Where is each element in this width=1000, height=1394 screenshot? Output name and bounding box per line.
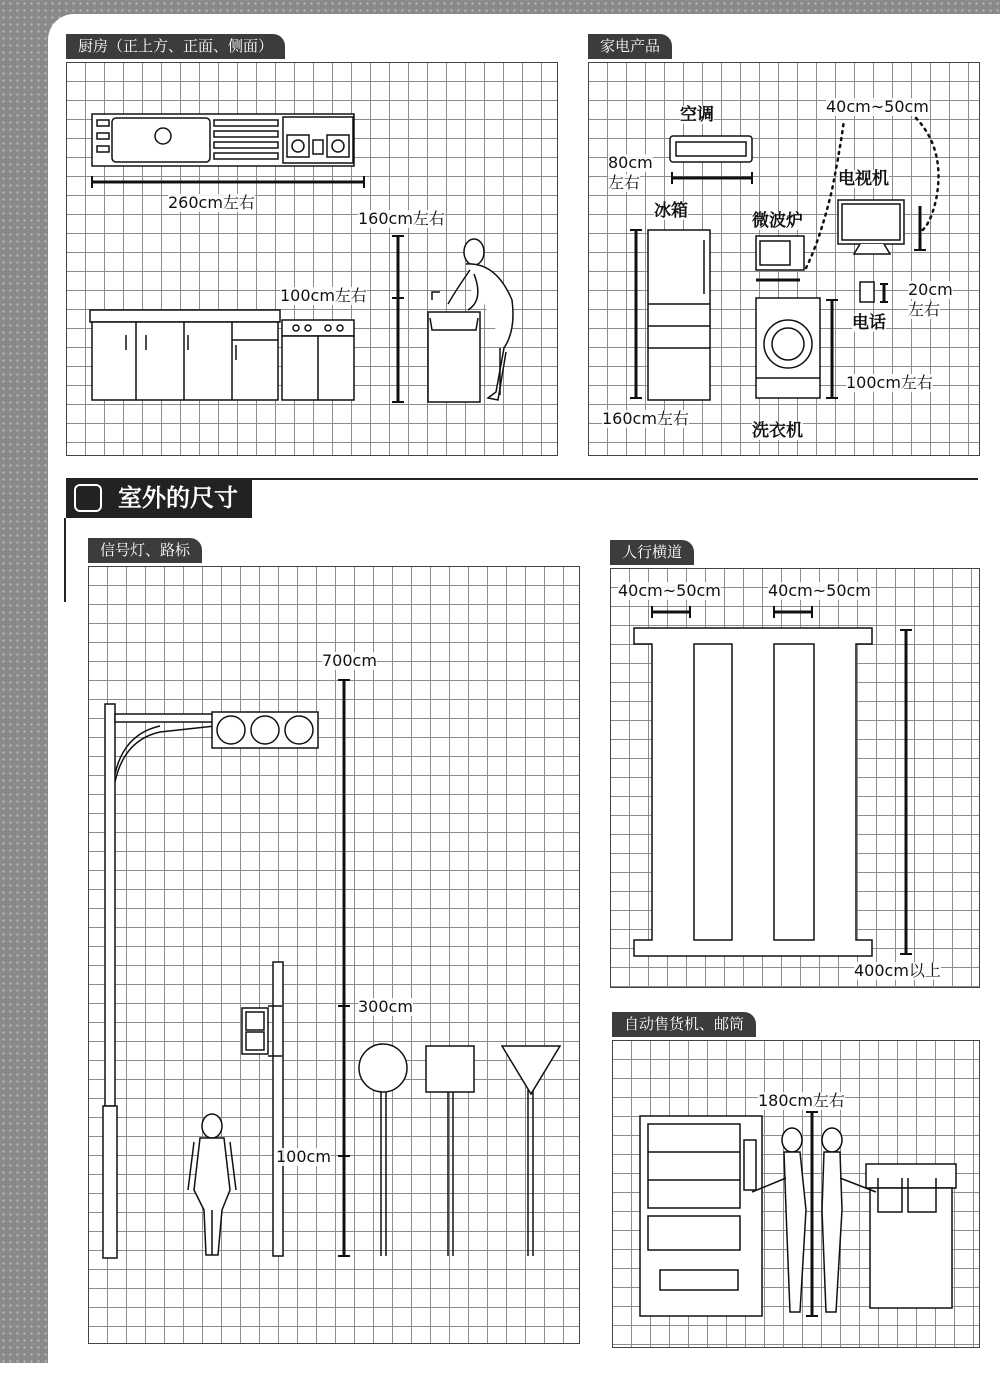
crosswalk-length-label: 400cm以上: [854, 961, 941, 980]
washer-height-label: 100cm左右: [846, 373, 933, 392]
washer-name-label: 洗衣机: [752, 421, 803, 441]
section-title-text: 室外的尺寸: [118, 484, 238, 512]
fridge-name-label: 冰箱: [654, 201, 688, 221]
signals-tab: 信号灯、路标: [88, 538, 202, 563]
ac-width-approx-label: 左右: [608, 173, 641, 192]
kitchen-tab: 厨房（正上方、正面、侧面）: [66, 34, 285, 59]
vending-tab: 自动售货机、邮筒: [612, 1012, 756, 1037]
reach-range-label: 40cm~50cm: [826, 97, 929, 116]
signal-height-700-label: 700cm: [322, 651, 377, 670]
microwave-name-label: 微波炉: [752, 211, 803, 231]
kitchen-width-label: 260cm左右: [168, 193, 255, 212]
crosswalk-stripe-label-1: 40cm~50cm: [618, 581, 721, 600]
kitchen-counter-label: 100cm左右: [280, 286, 367, 305]
vending-height-label: 180cm左右: [758, 1091, 845, 1110]
phone-height-label: 20cm: [908, 280, 953, 299]
signal-height-300-label: 300cm: [358, 997, 413, 1016]
tv-name-label: 电视机: [838, 169, 889, 189]
phone-name-label: 电话: [852, 313, 886, 333]
ac-width-label: 80cm: [608, 153, 653, 172]
appliances-tab: 家电产品: [588, 34, 672, 59]
phone-height-approx-label: 左右: [908, 300, 941, 319]
crosswalk-tab: 人行横道: [610, 540, 694, 565]
fridge-height-label: 160cm左右: [602, 409, 689, 428]
kitchen-height-label: 160cm左右: [358, 209, 445, 228]
ac-name-label: 空调: [680, 105, 714, 125]
signal-height-100-label: 100cm: [276, 1147, 331, 1166]
crosswalk-stripe-label-2: 40cm~50cm: [768, 581, 871, 600]
